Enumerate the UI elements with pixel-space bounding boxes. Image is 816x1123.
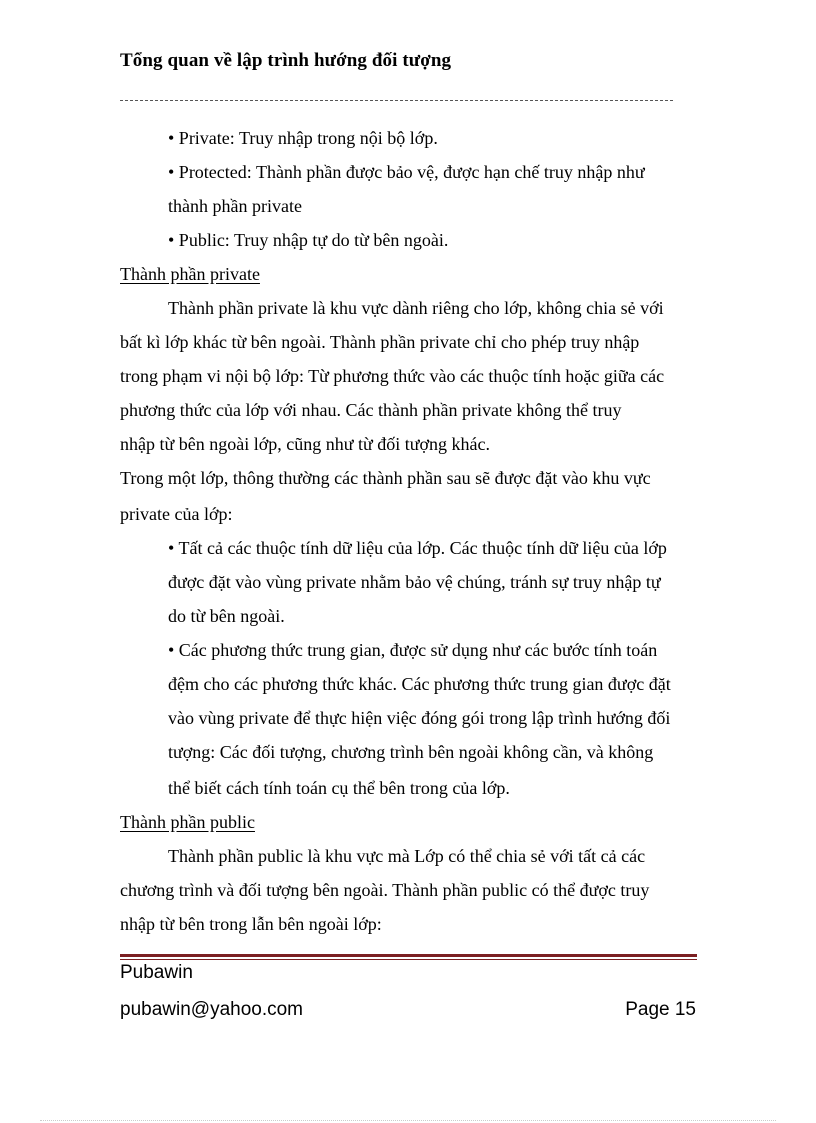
private-para1-line5: nhập từ bên ngoài lớp, cũng như từ đối tượng khác. [120,434,491,454]
heading-private: Thành phần private [120,264,260,284]
private-bullet2-line2: đệm cho các phương thức khác. Các phương thức trung gian được đặt [168,674,671,694]
private-bullet2-line3: vào vùng private để thực hiện việc đóng gói trong lập trình hướng đối [168,708,671,728]
running-header-title: Tổng quan về lập trình hướng đối tượng [120,50,452,71]
private-bullet1-line2: được đặt vào vùng private nhằm bảo vệ chúng, tránh sự truy nhập tự [168,572,661,592]
header-dashed-divider [120,100,673,101]
bullet-public: • Public: Truy nhập tự do từ bên ngoài. [168,230,449,250]
public-para1-line2: chương trình và đối tượng bên ngoài. Thành phần public có thể được truy [120,880,650,900]
private-bullet2-line5: thể biết cách tính toán cụ thể bên trong của lớp. [168,778,510,798]
footer-email: pubawin@yahoo.com [120,999,304,1020]
footer-divider-thick [120,954,697,957]
private-bullet1-line1: • Tất cả các thuộc tính dữ liệu của lớp. Các thuộc tính dữ liệu của lớp [168,538,667,558]
private-para1-line2: bất kì lớp khác từ bên ngoài. Thành phần private chỉ cho phép truy nhập [120,332,640,352]
private-para2-line2: private của lớp: [120,504,233,524]
public-para1-line1: Thành phần public là khu vực mà Lớp có thể chia sẻ với tất cả các [168,846,646,866]
private-bullet2-line4: tượng: Các đối tượng, chương trình bên ngoài không cần, và không [168,742,654,762]
page-bottom-edge [40,1120,776,1121]
private-para1-line3: trong phạm vi nội bộ lớp: Từ phương thức vào các thuộc tính hoặc giữa các [120,366,665,386]
public-para1-line3: nhập từ bên trong lẫn bên ngoài lớp: [120,914,382,934]
private-bullet2-line1: • Các phương thức trung gian, được sử dụng như các bước tính toán [168,640,658,660]
bullet-private: • Private: Truy nhập trong nội bộ lớp. [168,128,438,148]
bullet-protected: • Protected: Thành phần được bảo vệ, được hạn chế truy nhập như [168,162,645,182]
bullet-protected-cont: thành phần private [168,196,302,216]
footer-divider-thin [120,959,697,960]
footer-page-number: Page 15 [625,999,696,1020]
footer-author: Pubawin [120,962,193,983]
private-para1-line4: phương thức của lớp với nhau. Các thành phần private không thể truy [120,400,622,420]
heading-public: Thành phần public [120,812,255,832]
private-para2-line1: Trong một lớp, thông thường các thành phần sau sẽ được đặt vào khu vực [120,468,651,488]
private-para1-line1: Thành phần private là khu vực dành riêng cho lớp, không chia sẻ với [168,298,664,318]
private-bullet1-line3: do từ bên ngoài. [168,606,285,626]
